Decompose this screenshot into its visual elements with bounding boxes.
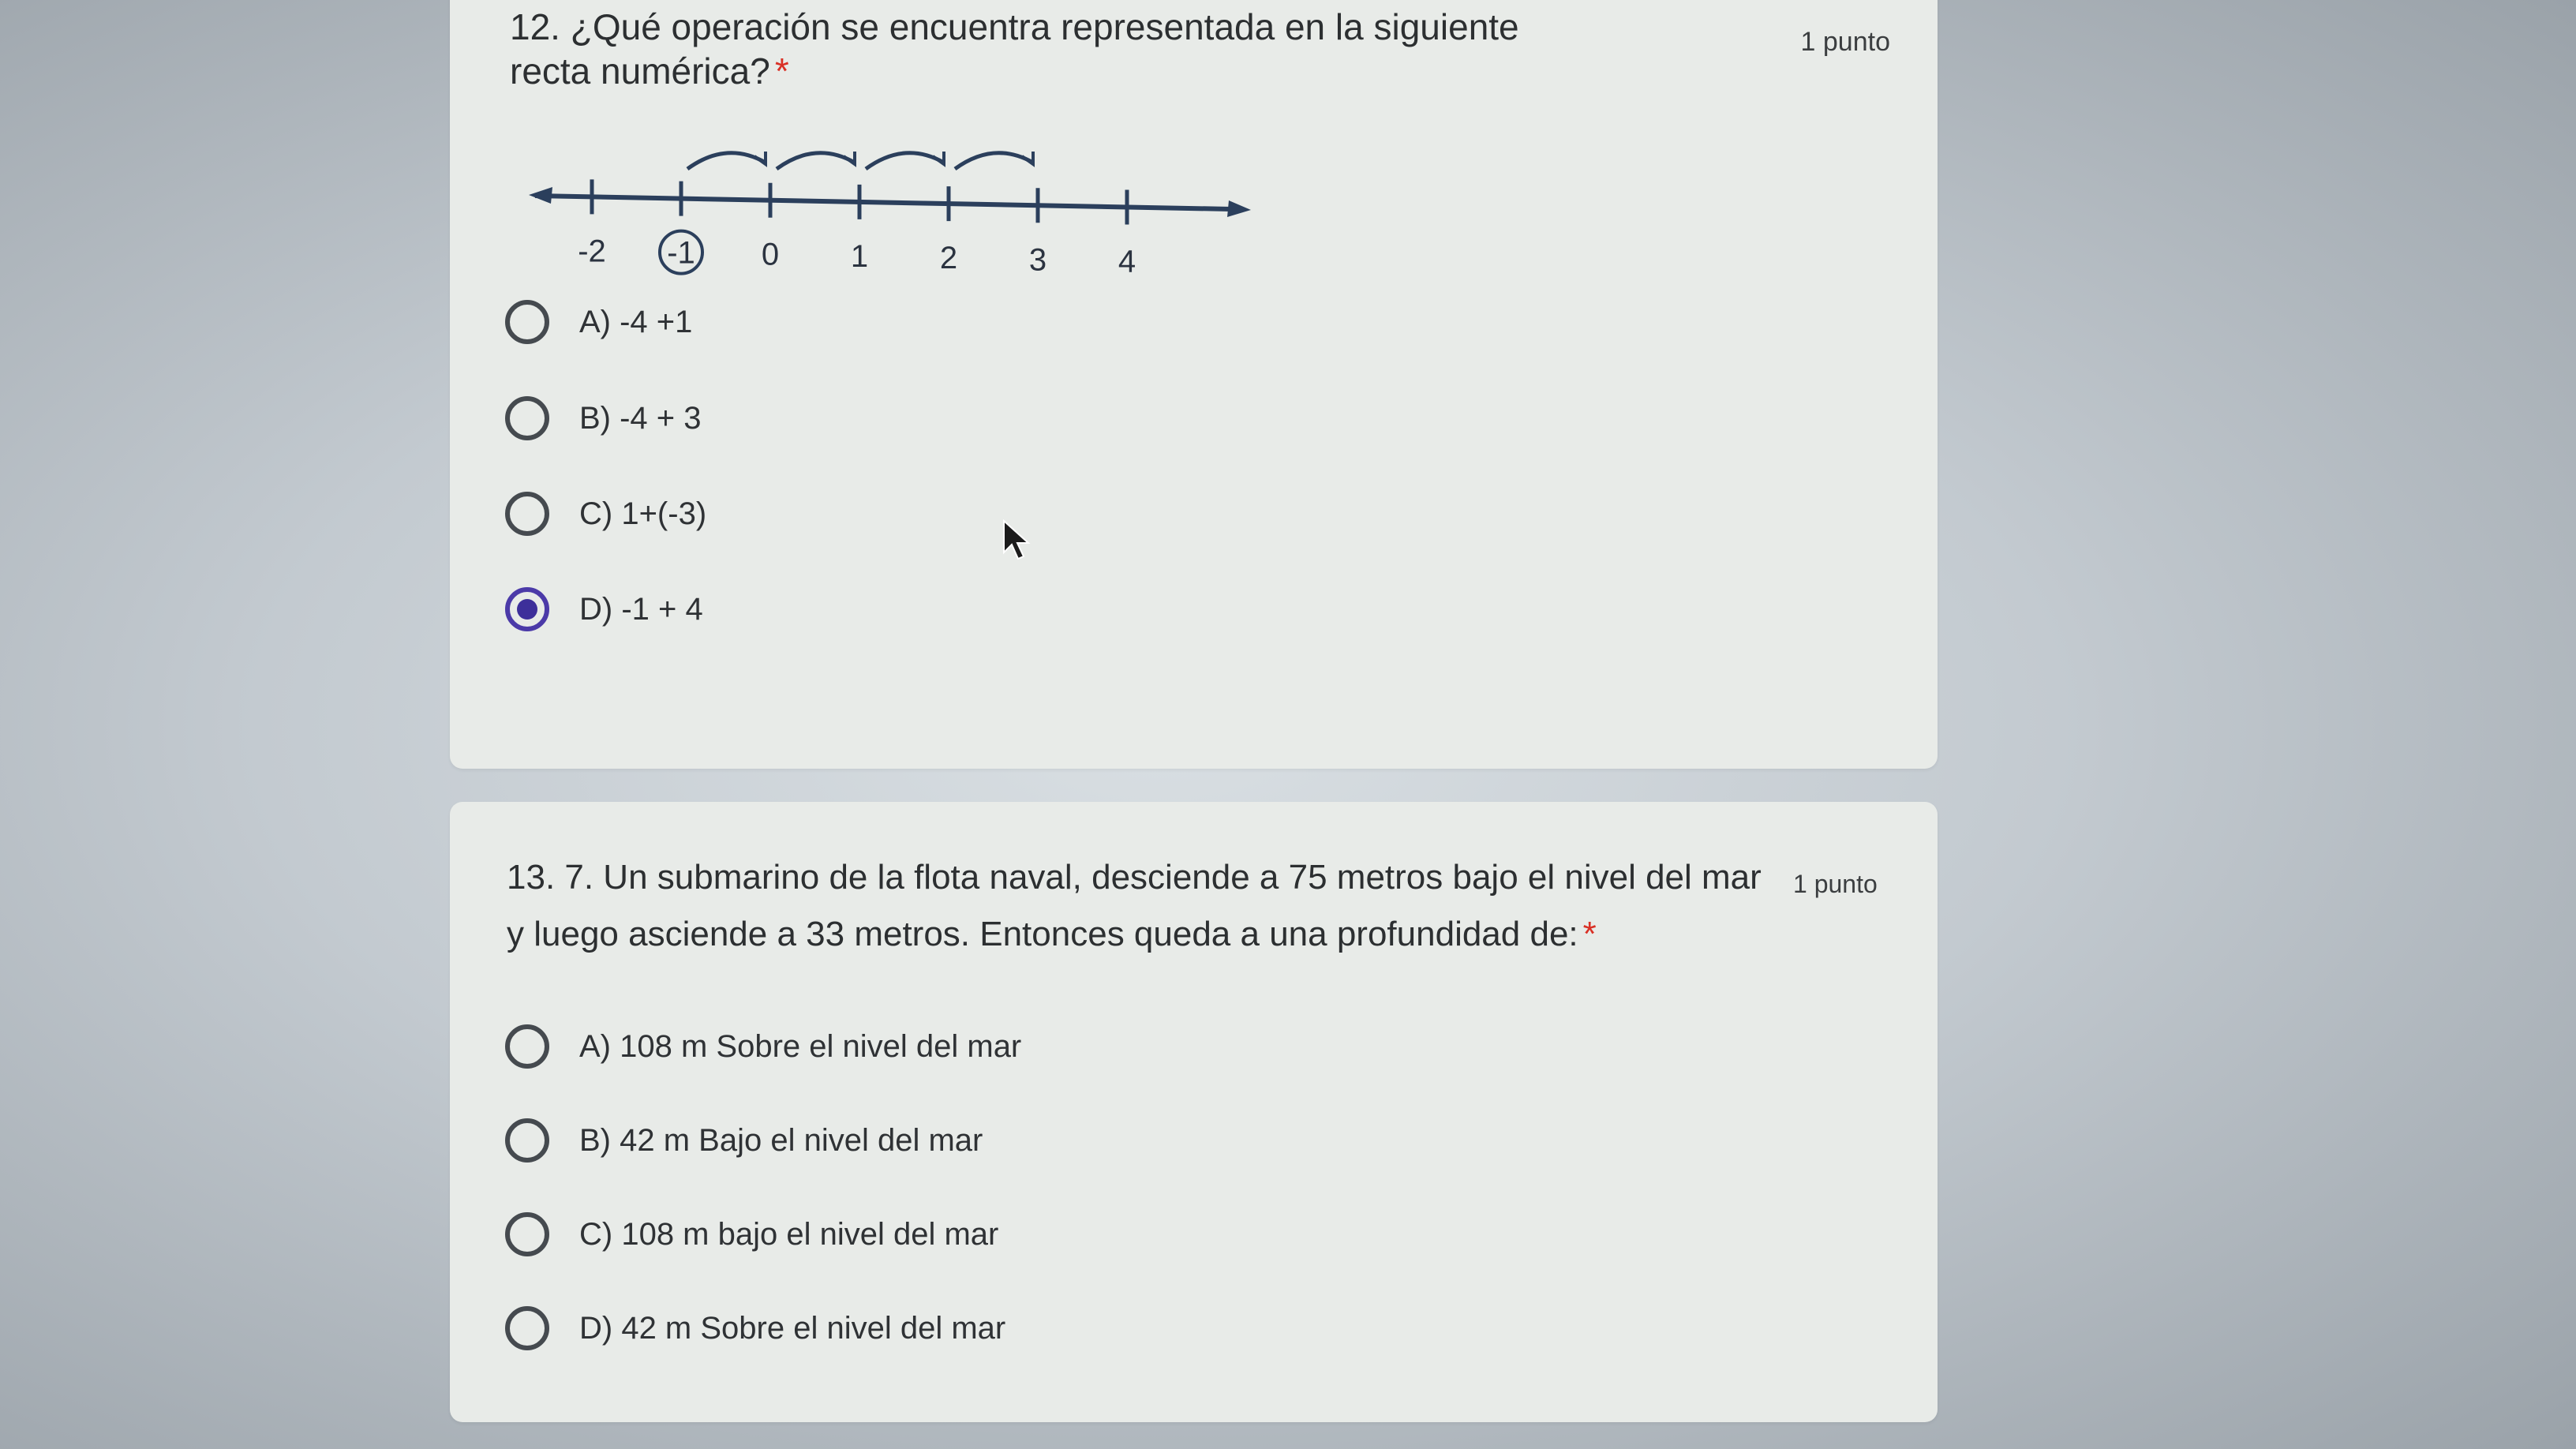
q12-option-b-label: B) -4 + 3 — [579, 400, 702, 436]
number-line-tick-label: 2 — [939, 241, 958, 276]
q12-option-c[interactable] — [505, 492, 706, 536]
required-asterisk: * — [1582, 915, 1597, 953]
q13-radio-a[interactable] — [505, 1024, 549, 1069]
q13-option-a[interactable] — [505, 1024, 1021, 1069]
question-card-12 — [450, 0, 1938, 769]
q13-radio-b[interactable] — [505, 1118, 549, 1163]
number-line-tick-label: -1 — [667, 235, 695, 271]
number-line-tick-label: 0 — [761, 237, 780, 272]
q12-option-a[interactable] — [505, 300, 692, 344]
question-13-points: 1 punto — [1793, 870, 1878, 898]
question-13-text — [507, 849, 1762, 963]
q12-radio-d[interactable] — [505, 587, 549, 631]
q13-option-b-label: B) 42 m Bajo el nivel del mar — [579, 1122, 983, 1158]
question-card-13 — [450, 802, 1938, 1422]
question-13-body: 13. 7. Un submarino de la flota naval, desciende a 75 metros bajo el nivel del mar y luego asciende a 33 metros. Entonces queda a una profundidad de: — [507, 858, 1762, 953]
q13-radio-c[interactable] — [505, 1212, 549, 1256]
number-line-right-arrow — [1227, 200, 1251, 217]
q12-option-d[interactable] — [505, 587, 703, 631]
q13-option-c[interactable] — [505, 1212, 998, 1256]
mouse-cursor-icon — [1002, 519, 1034, 564]
q13-option-a-label: A) 108 m Sobre el nivel del mar — [579, 1028, 1022, 1064]
q13-option-c-label: C) 108 m bajo el nivel del mar — [579, 1216, 999, 1252]
q12-option-d-label: D) -1 + 4 — [579, 591, 703, 627]
number-line-tick-label: -2 — [578, 234, 606, 269]
q13-option-d-label: D) 42 m Sobre el nivel del mar — [579, 1310, 1006, 1346]
number-line-figure — [529, 142, 1271, 292]
question-12-points: 1 punto — [1800, 27, 1890, 57]
number-line-tick-label: 3 — [1028, 242, 1047, 278]
q12-radio-b[interactable] — [505, 396, 549, 440]
q13-option-d[interactable] — [505, 1306, 1005, 1350]
number-line-hop-arc — [687, 153, 766, 169]
q12-option-c-label: C) 1+(-3) — [579, 496, 707, 531]
q12-radio-c[interactable] — [505, 492, 549, 536]
number-line-hop-arc — [955, 153, 1033, 169]
q13-option-b[interactable] — [505, 1118, 983, 1163]
q12-radio-a[interactable] — [505, 300, 549, 344]
q12-option-b[interactable] — [505, 396, 702, 440]
number-line-tick-label: 1 — [850, 238, 869, 274]
number-line-hop-arc — [777, 153, 855, 169]
question-12-body: ¿Qué operación se encuentra representada en la siguiente recta numérica? — [510, 6, 1519, 92]
number-line-hop-arc — [866, 153, 944, 169]
q13-radio-d[interactable] — [505, 1306, 549, 1350]
number-line-left-arrow — [529, 187, 552, 204]
q12-option-a-label: A) -4 +1 — [579, 304, 693, 339]
question-12-text — [510, 5, 1567, 93]
required-asterisk: * — [774, 51, 789, 92]
question-12-number: 12. — [510, 6, 560, 47]
number-line-tick-label: 4 — [1118, 244, 1136, 279]
